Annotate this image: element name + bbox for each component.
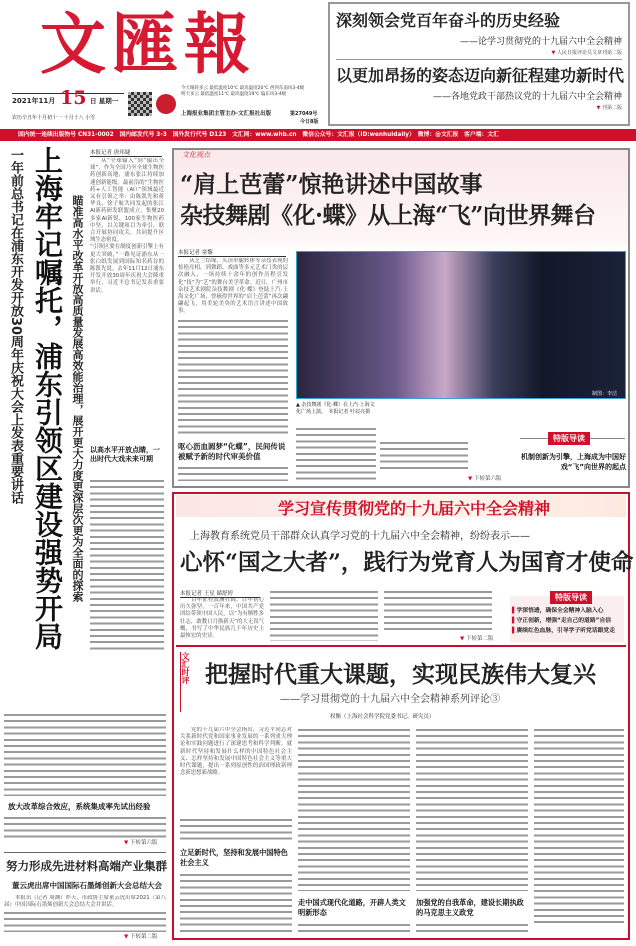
body-text-lines — [416, 922, 528, 932]
culture-guide-link[interactable]: 机制创新为引擎，上海成为中国好戏“飞”向世界的起点 — [521, 453, 626, 471]
culture-section-logo: 文化视点 — [182, 151, 210, 159]
culture-continued[interactable]: ▼ 下转第六版 — [468, 474, 502, 482]
body-text-lines — [416, 727, 528, 891]
issue-number: 第27049号 — [290, 111, 318, 117]
newspaper-logo: 文匯報 — [40, 5, 256, 83]
body-text-lines — [178, 318, 288, 438]
culture-paragraph-1: 从芝兰结缘、头顶单腿转体等杂技表现的惊艳亮相，到舞蹈、戏曲等多元艺术门类的层次融入，一场持续十余年的创作历程引发化“技”为“艺”的舞台美学革命。近日，广州市杂技艺术剧院杂技舞剧《化·蝶》登陆上汽·上海文化广场，曾摘得世界的“肩上芭蕾”再次翩翩起飞，用美轮美奂的艺术语言讲述中国故事。 — [178, 258, 288, 315]
photo-credit: 制图：李洁 — [592, 391, 618, 397]
body-text-lines — [90, 478, 164, 650]
page-count: 今日8版 — [300, 119, 319, 125]
top-headline-1[interactable]: 深刻领会党百年奋斗的历史经验 — [336, 11, 561, 30]
commentary-headline[interactable]: 把握时代重大课题，实现民族伟大复兴 — [205, 662, 596, 688]
top-headline-2[interactable]: 以更加昂扬的姿态迈向新征程建功新时代 — [336, 66, 625, 85]
edu-guide-item[interactable]: ▌学深悟透，确保全会精神入脑入心 — [512, 608, 604, 614]
edu-headline[interactable]: 心怀“国之大者”，践行为党育人为国育才使命 — [180, 550, 634, 576]
top-subhead-2: ——各地党政干部热议党的十九届六中全会精神 — [432, 92, 622, 102]
qr-code-icon — [128, 92, 152, 116]
edu-guide-item[interactable]: ▌守正创新，增强“走自己的道路”自信 — [512, 618, 612, 624]
lead-deck: 瞄准高水平改革开放高质量发展高效能治理，展开更大力度更深层次更为全面的探索 — [71, 195, 84, 602]
top-headlines-box — [328, 2, 630, 126]
lead-headline[interactable]: 上海牢记嘱托，浦东引领区建设强势开局 — [31, 146, 64, 650]
body-text-lines — [296, 426, 376, 480]
edu-deck: 上海教育系统党员干部群众认真学习党的十九届六中全会精神，纷纷表示—— — [190, 531, 530, 542]
top-ref-1[interactable]: ▼ 人民日报评论员文章刊第二版 — [336, 49, 622, 56]
edu-guide-item[interactable]: ▌赓续红色血脉，引导学子听党话跟党走 — [512, 628, 616, 634]
lead-subheading-1: 以高水平开放点睛，一出时代大戏未来可期 — [90, 446, 160, 463]
body-text-lines — [298, 727, 410, 891]
culture-headline-2[interactable]: 杂技舞剧《化·蝶》从上海“飞”向世界舞台 — [180, 202, 596, 229]
commentary-author: 权衡（上海社会科学院党委书记、研究员） — [330, 714, 435, 720]
date-day: 15 — [60, 87, 87, 109]
commentary-subheading-1: 立足新时代，坚持和发展中国特色社会主义 — [180, 848, 288, 867]
publication-info-bar: 国内统一连续出版物号 CN31-0002 国内邮发代号 3-3 国外发行代号 D123 文汇网：www.whb.cn 微信公众号：文汇报（ID:wenhuidaily） 微博：@文汇报 客户端：文汇 — [0, 129, 636, 141]
lunar-date: 农历辛丑年十月初十一 十月十八 小雪 — [12, 115, 96, 121]
culture-byline: 本报记者 童黎 — [178, 248, 286, 257]
body-text-lines — [384, 589, 492, 633]
commentary-subheading-3: 加强党的自我革命，建设长期执政的马克思主义政党 — [416, 898, 524, 917]
body-text-lines — [180, 817, 292, 843]
weekday: 日 星期一 — [90, 97, 119, 105]
weather-today: 今天晴转多云 最低温度10℃ 最高温度20℃ 西到东南风3-4级 — [181, 86, 305, 91]
commentary-subtitle: ——学习贯彻党的十九届六中全会精神系列评论③ — [280, 694, 500, 705]
second-paragraph: 本报讯（记者 周渊）昨天，市政协主席董云虎出席2021（第八届）中国国际石墨烯创新大会总结大会并讲话。 — [4, 895, 166, 909]
lead-subheading-2: 放大改革综合效应，系统集成率先试出经验 — [8, 802, 151, 811]
publisher: 上海报业集团主管主办·文汇报社出版 — [181, 111, 272, 117]
edu-guide-tag: 特版导读 — [550, 591, 592, 604]
body-text-lines — [380, 440, 468, 470]
lead-byline: 本报记者 唐玮婕 — [90, 148, 162, 157]
lead-kicker: 一年前总书记在浦东开发开放30周年庆祝大会上发表重要讲话 — [8, 148, 23, 505]
acrobatic-dance-photo — [296, 251, 626, 399]
body-text-lines — [298, 922, 410, 932]
culture-subheading: 呕心沥血圆梦“化蝶”，民间传说被赋予新的时代审美价值 — [178, 442, 286, 461]
culture-headline-1[interactable]: “肩上芭蕾”惊艳讲述中国故事 — [180, 171, 483, 198]
edu-continued[interactable]: ▼ 下转第二版 — [460, 634, 494, 642]
edu-byline: 本报记者 王星 储舒婷 — [180, 589, 260, 598]
edu-paragraph-1: 百年征程波澜壮阔，百年初心历久弥坚。一百年来，中国共产党团结带领中国人民，以“为有牺牲多壮志，敢教日月换新天”的大无畏气概，书写了中华民族几千年历史上最恢宏的史诗。 — [180, 597, 264, 640]
culture-guide-tag: 特版导读 — [548, 432, 590, 445]
body-text-lines — [4, 910, 166, 932]
commentary-paragraph-1: 党的十九届六中全会指出，习近平同志对关系新时代党和国家事业发展的一系列重大理论和实践问题进行了深邃思考和科学判断，就新时代坚持和发展什么样的中国特色社会主义、怎样坚持和发展中国特色社会主义等重大时代课题，提出一系列原创性的治国理政新理念新思想新战略。 — [180, 727, 292, 777]
date-year-month: 2021年11月 — [12, 97, 56, 105]
second-continued[interactable]: ▼ 下转第二版 — [124, 932, 158, 940]
top-subhead-1: ——论学习贯彻党的十九届六中全会精神 — [459, 37, 622, 47]
body-text-lines — [534, 727, 624, 927]
top-ref-2[interactable]: ▼ 刊第二版 — [336, 104, 622, 111]
photo-caption: ▲ 杂技舞剧《化·蝶》在上汽·上海文化广场上演。 本报记者 叶辰亮摄 — [296, 402, 375, 415]
body-text-lines — [180, 872, 292, 934]
commentary-logo: 文汇时评 — [180, 652, 192, 712]
emblem-icon — [156, 94, 176, 114]
body-text-lines — [4, 712, 166, 796]
lead-paragraph-1: 从“全球输入”到“输出全球”，作为全国乃至全球生物医药创新高地，浦东张江持续加速创新能级。最前沿的“生物医药+人工智能（AI）”领域最近又有引领之举：由陈凯先和蒋华良、徐子航共同发起的张江AI新药研发联盟成立，集聚20多家AI新锐、100家生物医药中坚，以关键项目为牵引，联合开展协同攻关，共同提升区域生态密度。 “引领区要在制度创新引擎上有更大突破，”一路见证浦东从一张白纸发展到国际知名药谷的陈凯先说。去年11月12日浦东开发开放30周年庆祝大会隆重举行，习近平总书记发表重要讲话。 — [90, 158, 164, 294]
study-banner-title: 学习宣传贯彻党的十九届六中全会精神 — [278, 499, 551, 518]
body-text-lines — [270, 589, 378, 641]
weather-tomorrow: 明天多云 最低温度11℃ 最高温度19℃ 偏东风3-4级 — [181, 91, 287, 97]
body-text-lines — [178, 465, 288, 481]
second-deck: 董云虎出席中国国际石墨烯创新大会总结大会 — [12, 881, 162, 890]
second-headline[interactable]: 努力形成先进材料高端产业集群 — [6, 859, 167, 873]
commentary-subheading-2: 走中国式现代化道路，开辟人类文明新形态 — [298, 898, 406, 917]
lead-continued[interactable]: ▼ 下转第六版 — [124, 838, 158, 846]
